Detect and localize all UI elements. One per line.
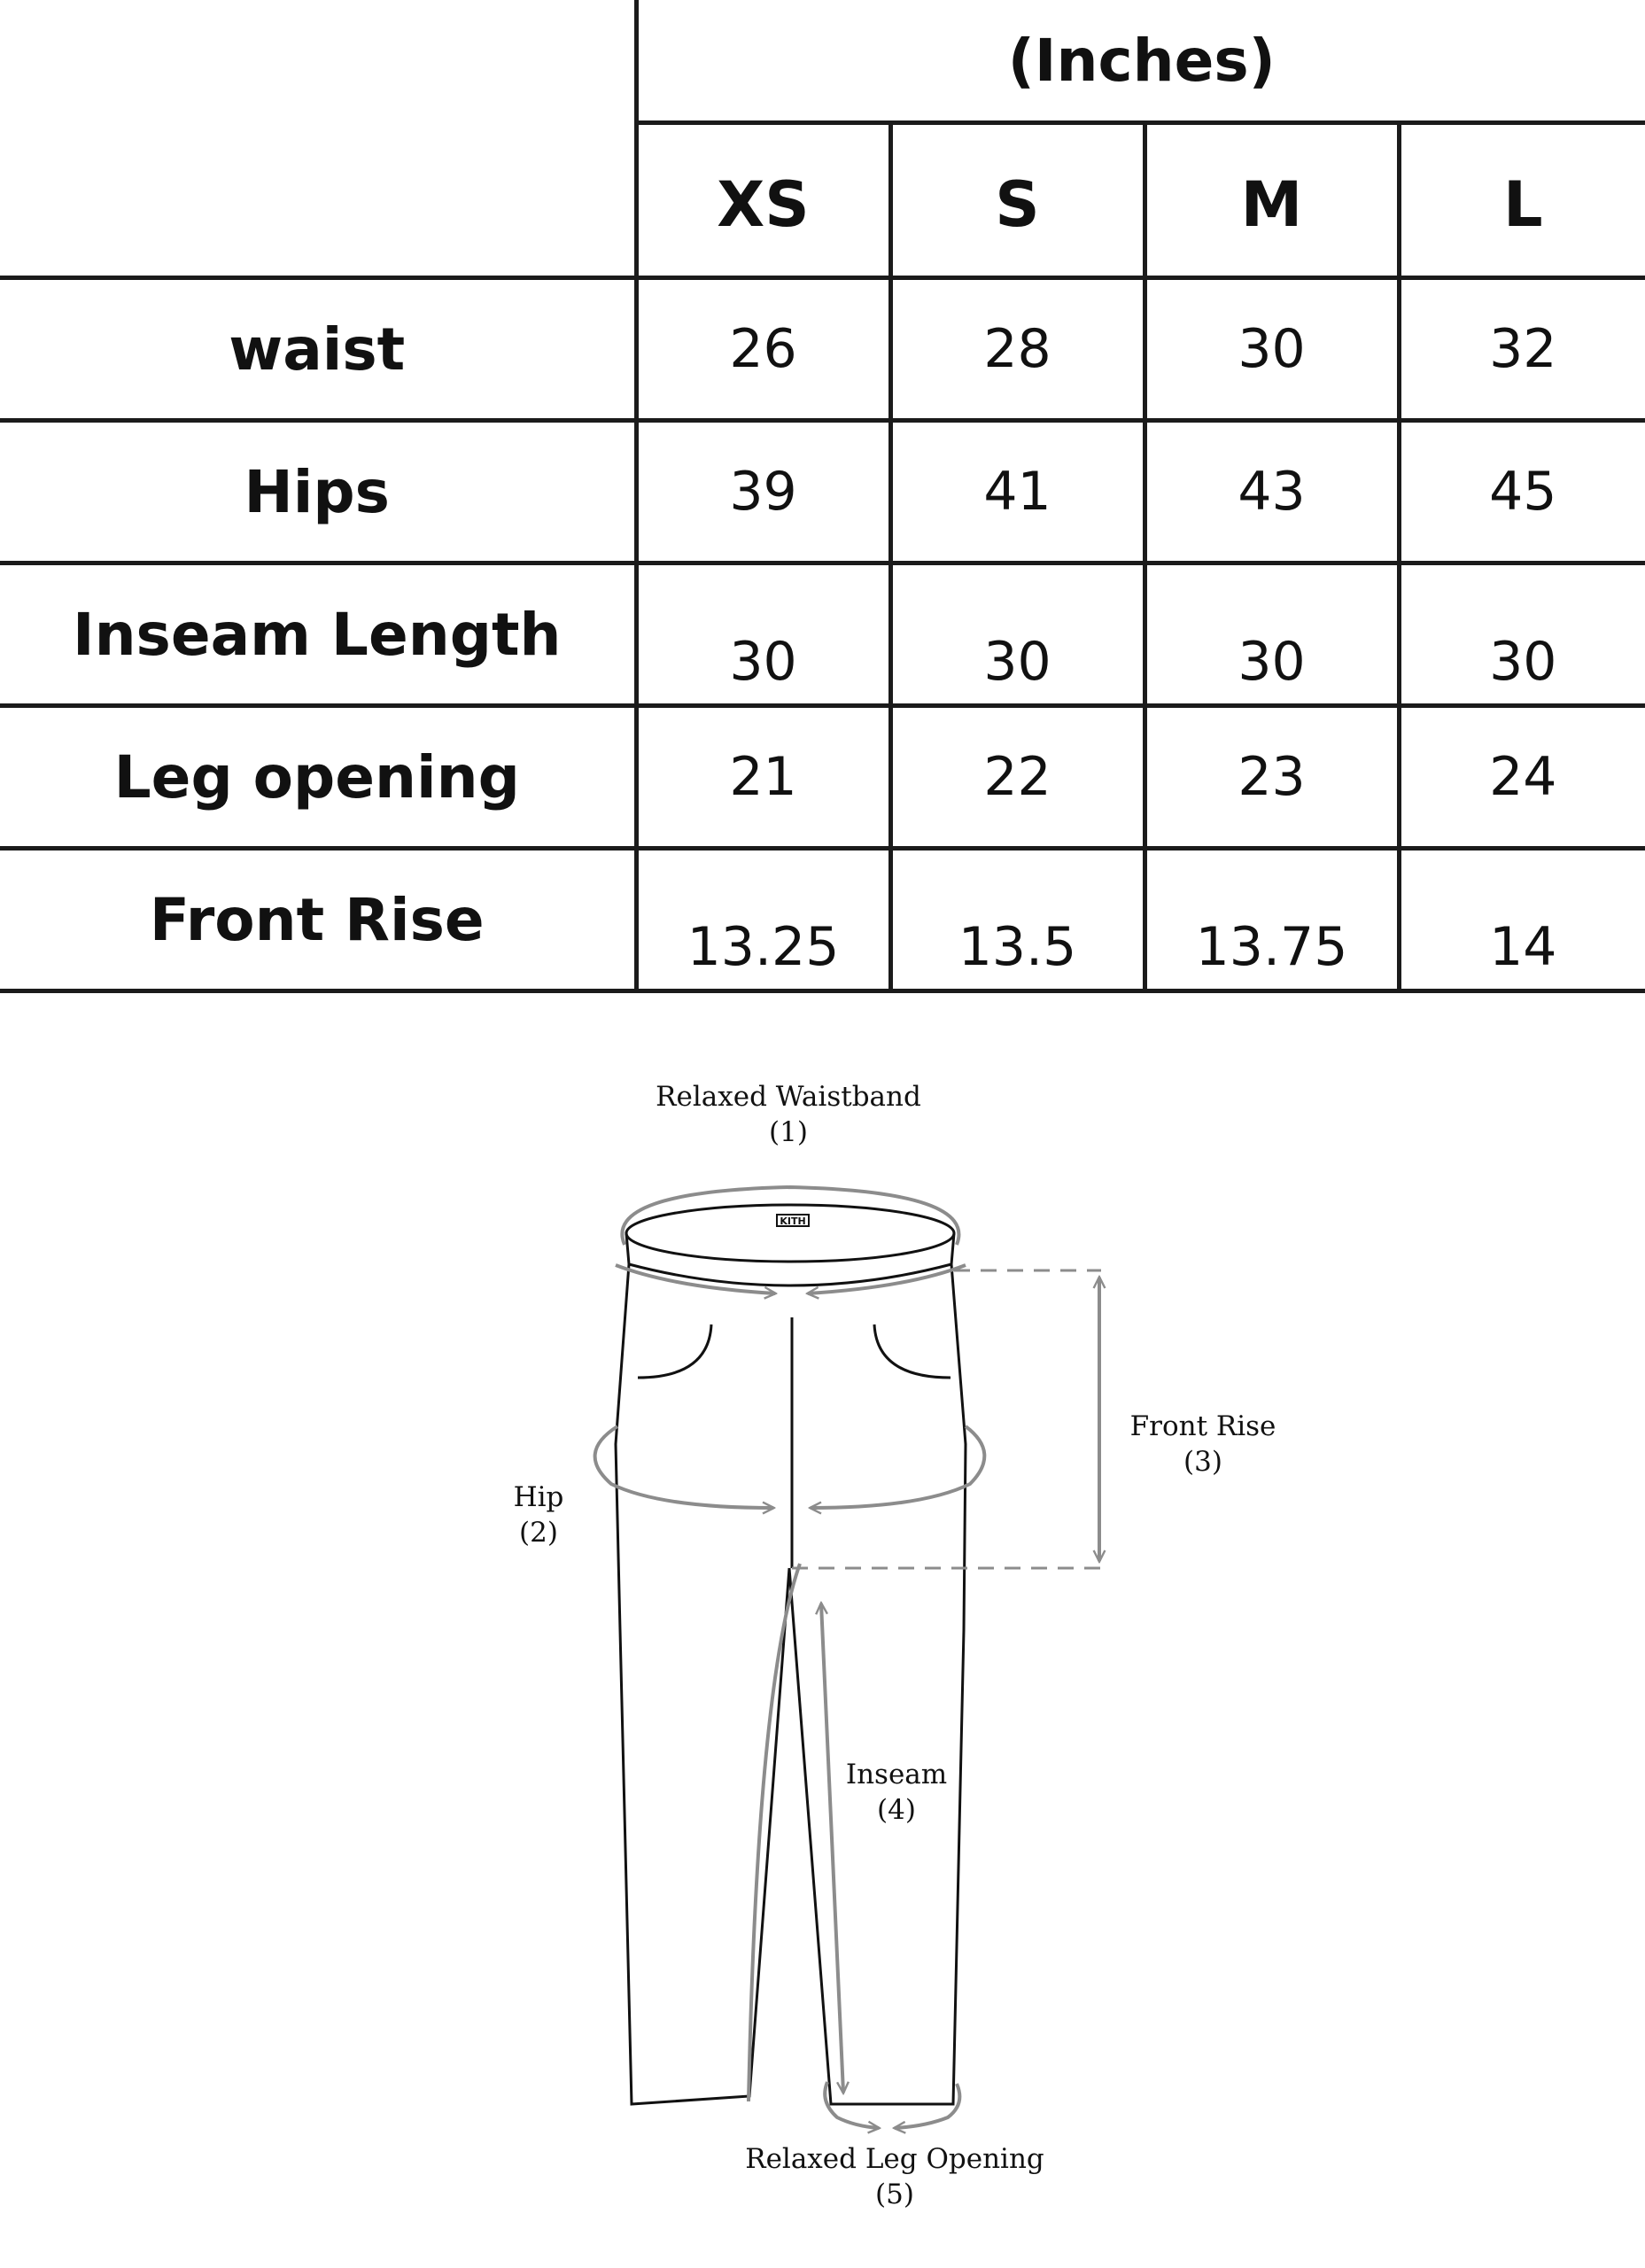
label-front-rise xyxy=(1130,1409,1276,1480)
table-cell: 30 xyxy=(1145,278,1399,421)
row-label: Inseam Length xyxy=(0,563,636,706)
table-cell: 32 xyxy=(1399,278,1645,421)
kith-logo-tag xyxy=(777,1215,809,1227)
table-cell: 30 xyxy=(1399,563,1645,706)
table-cell: 13.25 xyxy=(636,849,890,991)
row-label: Leg opening xyxy=(0,706,636,849)
label-name: Relaxed Waistband xyxy=(656,1081,921,1113)
table-cell: 45 xyxy=(1399,421,1645,563)
table-cell: 21 xyxy=(636,706,890,849)
waistband-right-arrow xyxy=(808,1265,966,1293)
table-cell: 13.75 xyxy=(1145,849,1399,991)
size-header-m: M xyxy=(1145,123,1399,278)
size-chart-table xyxy=(0,0,1645,993)
label-number: (5) xyxy=(875,2179,914,2210)
waistband-top-outline xyxy=(626,1205,954,1262)
unit-header-row xyxy=(0,0,1645,123)
table-cell: 24 xyxy=(1399,706,1645,849)
measurement-guides xyxy=(595,1187,1101,2128)
unit-header: (Inches) xyxy=(636,0,1645,123)
right-pocket-outline xyxy=(874,1324,951,1378)
table-cell: 14 xyxy=(1399,849,1645,991)
pants-outline xyxy=(616,1205,966,2104)
label-name: Relaxed Leg Opening xyxy=(745,2143,1044,2175)
waistband-band-outline xyxy=(626,1233,954,1285)
table-cell: 26 xyxy=(636,278,890,421)
right-leg-outline xyxy=(789,1264,966,2104)
table-cell: 22 xyxy=(890,706,1145,849)
size-header-xs: XS xyxy=(636,123,890,278)
label-number: (4) xyxy=(877,1794,916,1826)
table-cell: 23 xyxy=(1145,706,1399,849)
label-name: Hip xyxy=(513,1481,564,1513)
pants-measurement-diagram xyxy=(0,981,1645,2268)
left-pocket-outline xyxy=(638,1324,711,1378)
row-label: Front Rise xyxy=(0,849,636,991)
table-cell: 13.5 xyxy=(890,849,1145,991)
hip-left-arrow xyxy=(595,1426,773,1508)
label-number: (3) xyxy=(1183,1446,1222,1478)
table-cell: 30 xyxy=(890,563,1145,706)
label-number: (2) xyxy=(519,1517,558,1549)
label-name: Inseam xyxy=(845,1759,948,1790)
table-row-front-rise xyxy=(0,849,1645,991)
label-inseam xyxy=(846,1757,947,1828)
row-label: waist xyxy=(0,278,636,421)
label-relaxed-leg-opening xyxy=(745,2141,1044,2212)
label-number: (1) xyxy=(769,1116,808,1148)
label-hip xyxy=(514,1480,564,1550)
table-cell: 39 xyxy=(636,421,890,563)
row-label: Hips xyxy=(0,421,636,563)
table-cell: 30 xyxy=(636,563,890,706)
table-row-inseam-length xyxy=(0,563,1645,706)
table-row-waist xyxy=(0,278,1645,421)
left-leg-outline xyxy=(616,1264,789,2104)
table-cell: 41 xyxy=(890,421,1145,563)
table-cell: 28 xyxy=(890,278,1145,421)
hip-right-arrow xyxy=(811,1426,984,1508)
size-header-s: S xyxy=(890,123,1145,278)
kith-logo-text: KITH xyxy=(780,1216,806,1227)
table-cell: 43 xyxy=(1145,421,1399,563)
pants-illustration xyxy=(0,981,1645,2268)
table-row-hips xyxy=(0,421,1645,563)
table-row-leg-opening xyxy=(0,706,1645,849)
leg-opening-right-arrow xyxy=(895,2084,959,2128)
label-name: Front Rise xyxy=(1129,1410,1276,1442)
label-relaxed-waistband xyxy=(656,1079,921,1150)
size-header-l: L xyxy=(1399,123,1645,278)
table-corner-cell xyxy=(0,0,636,278)
table-cell: 30 xyxy=(1145,563,1399,706)
